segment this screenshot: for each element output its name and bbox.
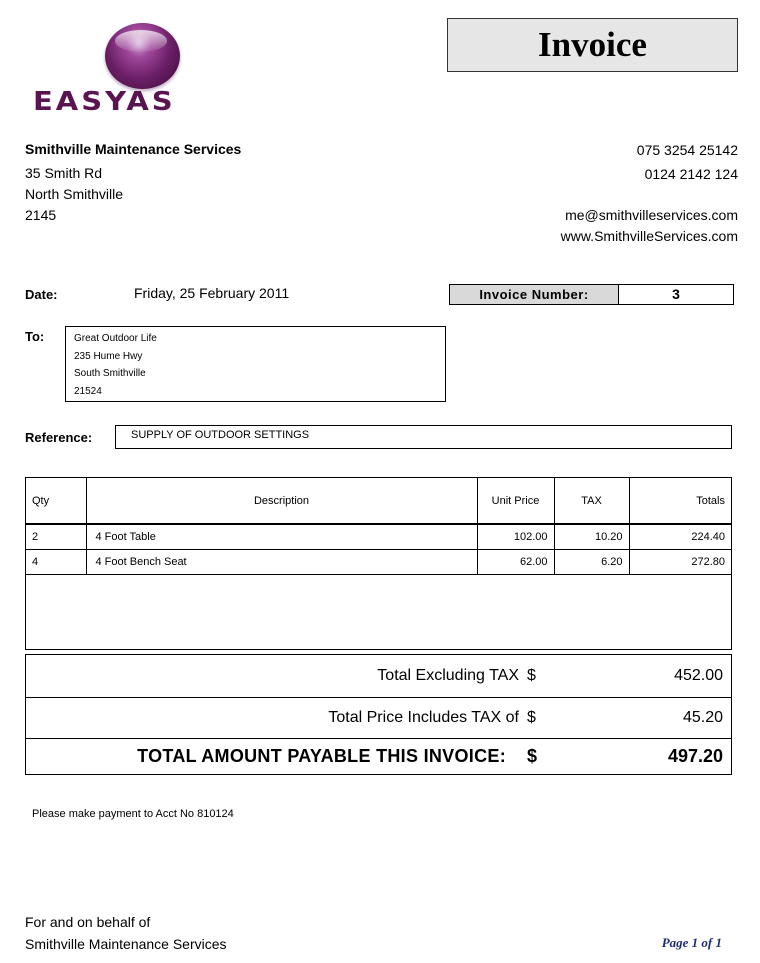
cell-total: 224.40 (629, 524, 731, 550)
to-address-box (65, 326, 446, 402)
total-excl-currency: $ (527, 667, 536, 684)
total-excluding-tax-row (26, 655, 731, 698)
company-address-line: 2145 (25, 207, 57, 223)
document-title: Invoice (447, 18, 738, 72)
to-label: To: (25, 329, 45, 344)
cell-description: 4 Foot Table (86, 524, 477, 550)
payment-note: Please make payment to Acct No 810124 (32, 808, 234, 820)
logo-orb (105, 23, 180, 89)
company-phone-1: 075 3254 25142 (636, 142, 738, 158)
reference-label: Reference: (25, 430, 93, 445)
header-qty: Qty (26, 478, 86, 524)
company-address-line: North Smithville (25, 186, 124, 202)
reference-box (115, 425, 732, 449)
header-unit-price: Unit Price (477, 478, 554, 524)
cell-tax: 10.20 (554, 524, 629, 550)
company-email: me@smithvilleservices.com (565, 207, 738, 223)
total-payable-currency: $ (527, 746, 538, 766)
total-excl-value: 452.00 (674, 667, 723, 684)
reference-value: SUPPLY OF OUTDOOR SETTINGS (131, 429, 310, 441)
to-address-line: Great Outdoor Life (74, 333, 157, 344)
total-excl-label: Total Excluding TAX (377, 667, 519, 684)
company-phone-2: 0124 2142 124 (644, 166, 738, 182)
table-row (26, 550, 731, 575)
invoice-number-label: Invoice Number: (450, 285, 619, 304)
company-website: www.SmithvilleServices.com (560, 228, 738, 244)
page-number: Page 1 of 1 (661, 935, 722, 950)
to-address-line: 235 Hume Hwy (74, 350, 143, 362)
cell-unit-price: 102.00 (477, 524, 554, 550)
header-totals: Totals (629, 478, 731, 524)
totals-box (25, 654, 732, 775)
total-payable-value: 497.20 (667, 746, 723, 766)
company-name: Smithville Maintenance Services (25, 141, 242, 157)
header-tax: TAX (554, 478, 629, 524)
invoice-number-box (449, 284, 734, 305)
cell-total: 272.80 (629, 550, 731, 575)
to-address-line: South Smithville (74, 368, 146, 379)
line-items-table (25, 477, 732, 650)
tax-label: Total Price Includes TAX of (328, 709, 519, 726)
date-label: Date: (25, 287, 58, 302)
total-payable-row (26, 739, 731, 774)
invoice-number-value: 3 (672, 286, 680, 302)
tax-included-row (26, 698, 731, 739)
tax-currency: $ (527, 709, 536, 726)
footer-line-2: Smithville Maintenance Services (25, 936, 227, 952)
date-value: Friday, 25 February 2011 (134, 285, 290, 301)
cell-qty: 2 (26, 524, 86, 550)
cell-tax: 6.20 (554, 550, 629, 575)
to-address-line: 21524 (74, 385, 102, 397)
company-logo-text: EASYAS (33, 85, 176, 117)
footer-line-1: For and on behalf of (25, 914, 151, 930)
cell-qty: 4 (26, 550, 86, 575)
cell-description: 4 Foot Bench Seat (86, 550, 477, 575)
tax-value: 45.20 (682, 709, 723, 726)
cell-unit-price: 62.00 (477, 550, 554, 575)
company-address-line: 35 Smith Rd (25, 165, 103, 181)
header-description: Description (86, 478, 477, 524)
table-row (26, 524, 731, 550)
total-payable-label: TOTAL AMOUNT PAYABLE THIS INVOICE: (137, 746, 506, 766)
